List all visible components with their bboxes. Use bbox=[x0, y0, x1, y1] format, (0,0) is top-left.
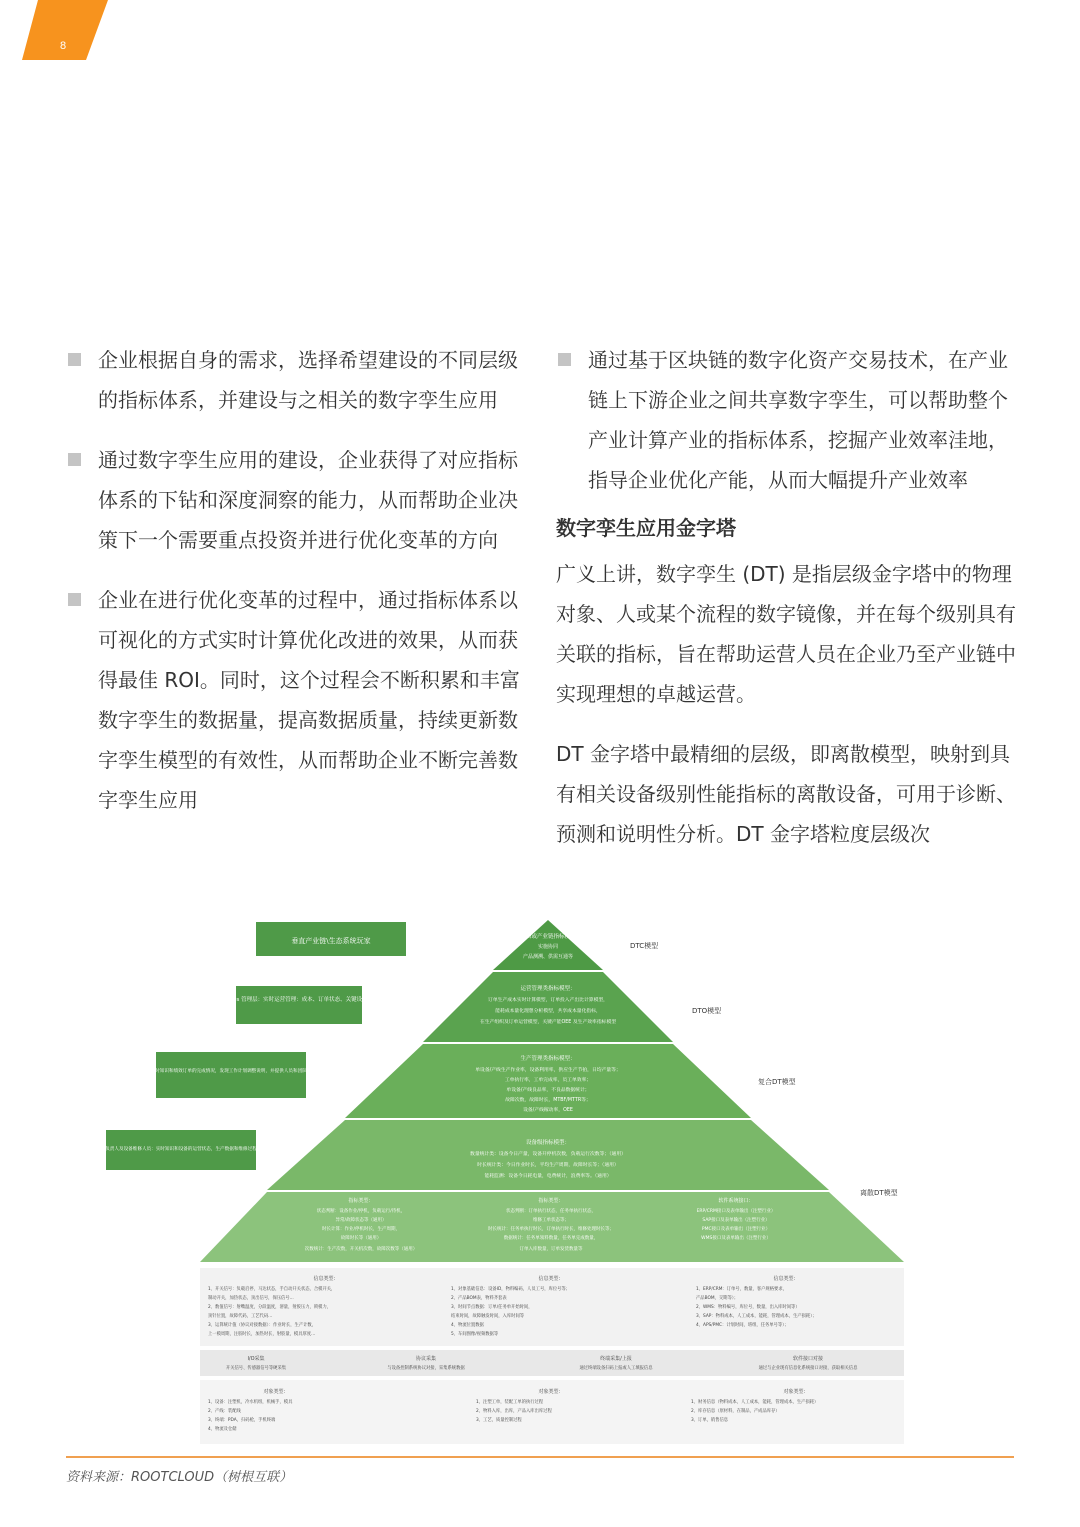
level-line: 订单生产成本实时计算模型，订单投入产出比计算模型， bbox=[488, 998, 608, 1003]
base-col-title: 软件系统接口： bbox=[718, 1198, 754, 1204]
base-col-line: WMS接口及表单输出（注塑行业） bbox=[701, 1236, 771, 1241]
level-line: 时长统计类：今日作业时长，平均生产周期，故障时长等；（通用） bbox=[477, 1163, 619, 1168]
collect-title: 软件接口对接 bbox=[792, 1356, 824, 1362]
side-box bbox=[156, 1052, 306, 1098]
source-note: 资料来源：ROOTCLOUD（树根互联） bbox=[66, 1470, 293, 1485]
collect-title: I/O采集 bbox=[247, 1356, 265, 1362]
collect-desc: 通过终端设备扫码上报或人工填报信息 bbox=[579, 1366, 653, 1371]
bullet-item: 通过基于区块链的数字化资产交易技术，在产业链上下游企业之间共享数字孪生，可以帮助整个产业计算产业的指标体系，挖掘产业效率洼地，指导企业优化产能，从而大幅提升产业效率 bbox=[556, 340, 1018, 500]
collect-desc: 开关信号、传感器信号等硬采集 bbox=[225, 1366, 287, 1371]
level-line: 数量统计类：设备今日产量，设备开停机次数，负载运行次数等；（通用） bbox=[470, 1152, 626, 1157]
dt-pyramid-figure bbox=[96, 900, 906, 1450]
bullet-square-icon bbox=[68, 353, 81, 366]
level-line: 在生产组织及订单运营模型，关键产能OEE 及生产效率指标模型 bbox=[479, 1020, 617, 1025]
paragraph: 广义上讲，数字孪生 (DT) 是指层级金字塔中的物理对象、人或某个流程的数字镜像，并在每个级别具有关联的指标，旨在帮助运营人员在企业乃至产业链中实现理想的卓越运营。 bbox=[556, 562, 1016, 706]
level-title: 设备级指标模型： bbox=[525, 1140, 571, 1146]
collect-desc: 与设备控制系统协议对接，采集系统数据 bbox=[387, 1366, 465, 1371]
base-col-line: 订单入库数量，订单发货数量等 bbox=[519, 1247, 583, 1252]
bullet-item: 企业在进行优化变革的过程中，通过指标体系以可视化的方式实时计算优化改进的效果，从而获得最佳 ROI。同时，这个过程会不断积累和丰富数字孪生的数据量，提高数据质量，持续更新数字孪生模型的有效性，从而帮助企业不断完善数字孪生应用 bbox=[66, 580, 526, 820]
level-line: 单设备/产线生产作业率，设备利用率，供应生产节拍，日均产量等； bbox=[475, 1068, 621, 1073]
info-col-title: 信息类型： bbox=[313, 1276, 339, 1282]
object-col-line: 1、财务信息（物料成本，人工成本，能耗，管理成本，生产损耗） bbox=[691, 1400, 819, 1405]
level-line: 单设备/产线良品率，不良品数据统计； bbox=[506, 1088, 590, 1093]
level-title: 运营管理类指标模型： bbox=[520, 986, 576, 992]
level-line: 实施协同 bbox=[537, 944, 559, 950]
object-col-line: 3、工艺，质量控制过程 bbox=[476, 1418, 522, 1423]
object-col-title: 对象类型： bbox=[538, 1389, 564, 1395]
base-col-line: SAP接口及表单输出（注塑行业） bbox=[702, 1218, 770, 1223]
info-col-line: 5、车间图像/视频数据等 bbox=[451, 1332, 499, 1337]
object-col-line: 1、设备：注塑机，冷水机组，机械手，模具 bbox=[208, 1400, 293, 1405]
info-col-line: 2、数值信号：射嘴温度，分段温度，溶量，射胶压力，锁模力， bbox=[208, 1305, 332, 1310]
info-col-line: 上一模周期，注胶时长，加热时长，射胶量，模具厚度... bbox=[208, 1332, 316, 1337]
base-col-line: 故障时长等（通用） bbox=[340, 1236, 382, 1241]
left-column bbox=[66, 340, 526, 828]
level-model-label: DTC模型 bbox=[630, 942, 659, 950]
side-box bbox=[236, 986, 362, 1024]
object-col-line: 4、物流及仓储 bbox=[208, 1427, 237, 1432]
bullet-item: 企业根据自身的需求，选择希望建设的不同层级的指标体系，并建设与之相关的数字孪生应用 bbox=[66, 340, 526, 420]
info-col-line: 2、WMS：物料编号，库位号，数量，出入库时间等） bbox=[696, 1305, 800, 1310]
base-col-line: 时长统计：任务单执行时长，订单执行时长，维修处理时长等； bbox=[488, 1227, 614, 1232]
info-col-line: 产品BOM，交期等）； bbox=[696, 1296, 739, 1301]
bullet-square-icon bbox=[68, 593, 81, 606]
object-col-line: 1、注塑工单，装配工单的执行过程 bbox=[476, 1400, 544, 1405]
info-col-line: 4、APS/PMC：计划时间，班组，任务单号等）； bbox=[696, 1323, 789, 1328]
base-col-line: 数据统计：任务单领料数量，任务单完成数量， bbox=[503, 1236, 599, 1241]
object-col-title: 对象类型： bbox=[783, 1389, 809, 1395]
info-col-line: 1、对象基础信息：设备ID，物料编码，人员工号，库位号等； bbox=[451, 1287, 571, 1292]
side-box-label: 工厂管理者：实时知识和绩效订单的完成情况，发现工作计划调整说明，并提供人员和团队的日常工作绩效 bbox=[123, 1069, 339, 1074]
section-heading: 数字孪生应用金字塔 bbox=[556, 516, 736, 540]
info-col-line: 顶针位置，故障代码，工艺代码... bbox=[208, 1314, 273, 1319]
base-col-title: 指标类型： bbox=[348, 1198, 374, 1204]
collect-band bbox=[200, 1350, 904, 1376]
base-col-line: 维修工单状态等； bbox=[533, 1218, 569, 1223]
bullet-square-icon bbox=[68, 453, 81, 466]
object-col-line: 2、物料入库，出库，产品入库出库过程 bbox=[476, 1409, 552, 1414]
object-col-line: 3、订单，销售信息 bbox=[691, 1418, 729, 1423]
info-col-line: 制动开关，加热状态，顶出信号，保压信号... bbox=[208, 1296, 294, 1301]
info-col-title: 信息类型： bbox=[773, 1276, 799, 1282]
bullet-square-icon bbox=[558, 353, 571, 366]
level-model-label: 离散DT模型 bbox=[860, 1189, 898, 1197]
level-model-label: 复合DT模型 bbox=[758, 1078, 796, 1086]
base-col-title: 指标类型： bbox=[538, 1198, 564, 1204]
base-col-line: 异常/故障状态等（通用） bbox=[335, 1218, 387, 1223]
page-tab bbox=[0, 0, 110, 60]
info-col-line: 4、物流位置数据 bbox=[451, 1323, 484, 1328]
base-col-line: 时长计算：作业/停机时长，生产周期， bbox=[321, 1227, 401, 1232]
bullet-item: 通过数字孪生应用的建设，企业获得了对应指标体系的下钻和深度洞察的能力，从而帮助企业决策下一个需要重点投资并进行优化变革的方向 bbox=[66, 440, 526, 560]
object-col-line: 2、库存信息（原材料，在制品，产成品库存） bbox=[691, 1409, 780, 1414]
collect-desc: 通过与企业现有信息化系统接口对接，获取相关信息 bbox=[758, 1366, 858, 1371]
side-box-label: CXOs 管理层：实时运营管理：成本、订单状态、关键设备等 bbox=[224, 997, 374, 1003]
base-col-line: 状态判断：订单执行状态，任务单执行状态， bbox=[506, 1209, 596, 1214]
level-line: 能耗监测：设备今日耗电量，电费统计，浪费率等。（通用） bbox=[484, 1174, 612, 1179]
page-number: 8 bbox=[60, 40, 67, 52]
info-col-line: 3、时间节点数据：订单/任务单开始时间， bbox=[451, 1305, 533, 1310]
level-title: 生产管理类指标模型： bbox=[520, 1056, 576, 1062]
right-column bbox=[556, 340, 1018, 874]
base-col-line: ERP/CRM接口及表单输出（注塑行业） bbox=[696, 1209, 776, 1214]
info-col-line: 1、ERP/CRM：订单号，数量，客户规格要求， bbox=[696, 1287, 787, 1292]
object-col-line: 2、产线：装配线 bbox=[208, 1409, 241, 1414]
info-col-line: 3、SAP：物料成本，人工成本，能耗，管理成本，生产损耗）； bbox=[696, 1314, 817, 1319]
level-title: 集团或产业链指标模型 bbox=[520, 934, 576, 940]
collect-title: 协议采集 bbox=[415, 1356, 437, 1362]
pyramid-level-2 bbox=[423, 972, 673, 1042]
side-box-label: 车间负责人及设备维修人员：实时知识和设备的运营状态，生产数据和维修过程参数 bbox=[96, 1147, 266, 1152]
object-col-title: 对象类型： bbox=[263, 1389, 289, 1395]
side-box-label: 垂直产业链\生态系统玩家 bbox=[291, 937, 371, 945]
info-col-line: 1、开关信号：负载启停，马达状态，手自动开关状态，合模开关， bbox=[208, 1287, 336, 1292]
level-line: 设备/产线稼动率，OEE bbox=[523, 1108, 573, 1113]
info-col-line: 结束时间，故障触发时间，入库时间等 bbox=[451, 1314, 525, 1319]
base-col-line: PMC接口及表单输出（注塑行业） bbox=[701, 1227, 771, 1232]
info-col-line: 2、产品BOM表，物料齐套表 bbox=[451, 1296, 507, 1301]
footer-rule bbox=[66, 1456, 1014, 1458]
base-col-line: 状态判断：设备作业/停机，负载运行/待机， bbox=[316, 1209, 406, 1214]
level-line: 产品测溯、供需互通等 bbox=[522, 954, 574, 960]
collect-title: 终端采集/上报 bbox=[600, 1356, 632, 1362]
level-line: 故障次数，故障时长，MTBF/MTTR等； bbox=[505, 1098, 591, 1103]
object-col-line: 3、终端：PDA，扫码枪，手机终端 bbox=[208, 1418, 276, 1423]
info-col-line: 3、运算统计值（协议对接数据）：作业时长，生产计数， bbox=[208, 1323, 317, 1328]
base-col-line: 次数统计：生产次数，开关机次数，故障次数等（通用） bbox=[304, 1247, 418, 1252]
level-model-label: DTO模型 bbox=[692, 1007, 722, 1015]
info-col-title: 信息类型： bbox=[538, 1276, 564, 1282]
level-line: 工单执行率，工单完成率，员工单效率； bbox=[504, 1078, 592, 1083]
level-line: 能耗成本量化理想分析模型，共享成本量化指标， bbox=[495, 1009, 601, 1014]
paragraph: DT 金字塔中最精细的层级，即离散模型，映射到具有相关设备级别性能指标的离散设备，可用于诊断、预测和说明性分析。DT 金字塔粒度层级次 bbox=[556, 742, 1016, 846]
